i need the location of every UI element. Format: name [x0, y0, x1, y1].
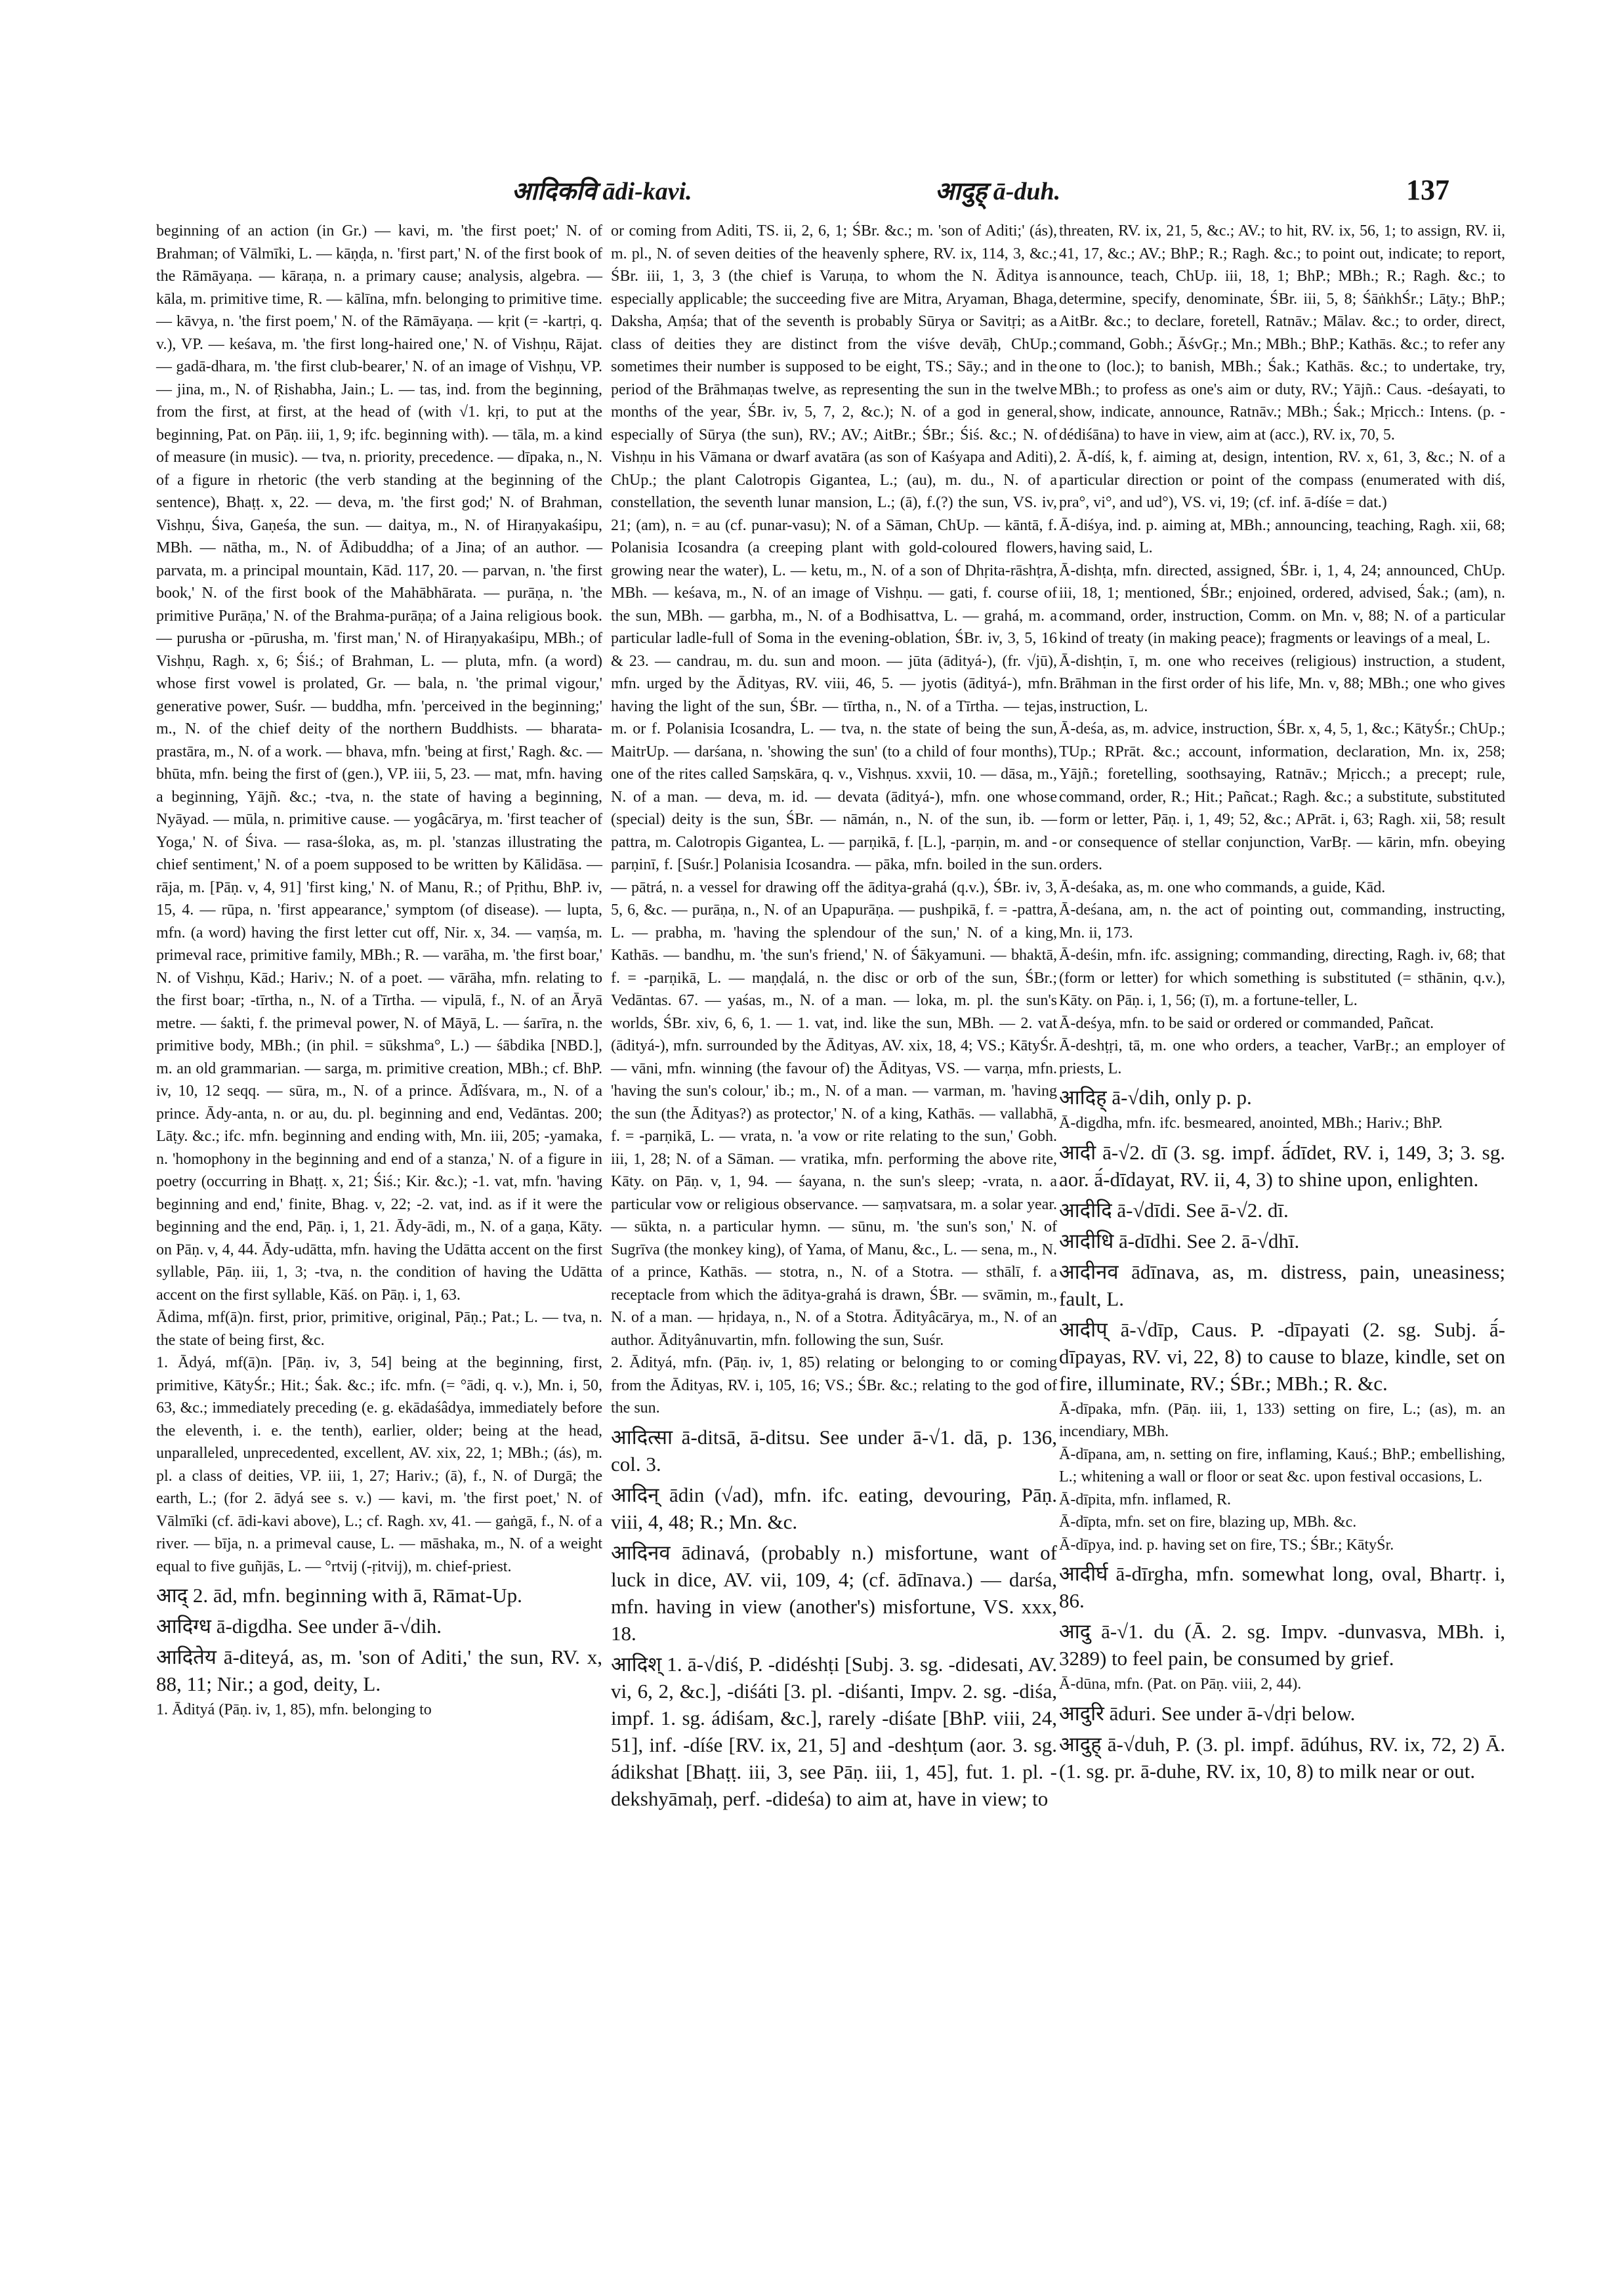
dictionary-entry: or coming from Aditi, TS. ii, 2, 6, 1; ŚBr. &c.; m. 'son of Aditi;' (ás), m. pl., N. of seven deities of the heavenly sphere, RV. ix, 114, 3, &c.; ŚBr. iii, 1, 3, 3 (the chief is Varuṇa, to whom the N. Āditya is especially applicable; the succeeding five are Mitra, Aryaman, Bhaga, Daksha, Aṃśa; that of the seventh is probably Sūrya or Savitṛi; as a class of deities they are distinct from the viśve devāḥ, ChUp.; sometimes their number is supposed to be eight, TS.; Sāy.; and in the period of the Brāhmaṇas twelve, as representing the sun in the twelve months of the year, ŚBr. iv, 5, 7, 2, &c.); N. of a god in general, especially of Sūrya (the sun), RV.; AV.; AitBr.; ŚBr.; Śiś. &c.; N. of Vishṇu in his Vāmana or dwarf avatāra (as son of Kaśyapa and Aditi), ChUp.; the plant Calotropis Gigantea, L.; (au), m. du., N. of a constellation, the seventh lunar mansion, L.; (ā), f.(?) the sun, VS. iv, 21; (am), n. = au (cf. punar-vasu); N. of a Sāman, ChUp. — kāntā, f. Polanisia Icosandra (a creeping plant with gold-coloured flowers, growing near the water), L. — ketu, m., N. of a son of Dhṛita-rāshṭra, MBh. — keśava, m., N. of an image of Vishṇu. — gati, f. course of the sun, MBh. — garbha, m., N. of a Bodhisattva, L. — grahá, m. a particular ladle-full of Soma in the evening-oblation, ŚBr. iv, 3, 5, 16 & 23. — candrau, m. du. sun and moon. — jūta (ādityá-), (fr. √jū), mfn. urged by the Ādityas, RV. viii, 46, 5. — jyotis (ādityá-), mfn. having the light of the sun, ŚBr. — tīrtha, n., N. of a Tīrtha. — tejas, m. or f. Polanisia Icosandra, L. — tva, n. the state of being the sun, MaitrUp. — darśana, n. 'showing the sun' (to a child of four months), one of the rites called Saṃskāra, q. v., Vishṇus. xxvii, 10. — dāsa, m., N. of a man. — deva, m. id. — devata (ādityá-), mfn. one whose (special) deity is the sun, ŚBr. — nāmán, n., N. of the sun, ib. — pattra, m. Calotropis Gigantea, L. — parṇikā, f. [L.], -parṇin, m. and -parṇinī, f. [Suśr.] Polanisia Icosandra. — pāka, mfn. boiled in the sun. — pātrá, n. a vessel for drawing off the āditya-grahá (q.v.), ŚBr. iv, 3, 5, 6, &c. — purāṇa, n., N. of an Upapurāṇa. — pushpikā, f. = -pattra, L. — prabha, m. 'having the splendour of the sun,' N. of a king, Kathās. — bandhu, m. 'the sun's friend,' N. of Śākyamuni. — bhaktā, f. = -parṇikā, L. — maṇḍalá, n. the disc or orb of the sun, ŚBr.; Vedāntas. 67. — yaśas, m., N. of a man. — loka, m. pl. the sun's worlds, ŚBr. xiv, 6, 6, 1. — 1. vat, ind. like the sun, MBh. — 2. vat (ādityá-), mfn. surrounded by the Ādityas, AV. xix, 18, 4; VS.; KātyŚr. — vāni, mfn. winning (the favour of) the Ādityas, VS. — varṇa, mfn. 'having the sun's colour,' ib.; m., N. of a man. — varman, m. 'having the sun (the Ādityas?) as protector,' N. of a king, Kathās. — vallabhā, f. = -parṇikā, L. — vrata, n. 'a vow or rite relating to the sun,' Gobh. iii, 1, 28; N. of a Sāman. — vratika, mfn. performing the above rite, Kāty. on Pāṇ. v, 1, 94. — śayana, n. the sun's sleep; -vrata, n. a particular vow or religious observance. — saṃvatsara, m. a solar year. — sūkta, n. a particular hymn. — sūnu, m. 'the sun's son,' N. of Sugrīva (the monkey king), of Yama, of Manu, &c., L. — sena, m., N. of a prince, Kathās. — stotra, n., N. of a Stotra. — sthālī, f. a receptacle from which the āditya-grahá is drawn, ŚBr. — svāmin, m., N. of a man. — hṛidaya, n., N. of a Stotra. Ādityâcārya, m., N. of an author. Ādityânuvartin, mfn. following the sun, Suśr.	[611, 222, 1057, 1349]
dictionary-entry: आदुह् ā-√duh, P. (3. pl. impf. ādúhus, RV. ix, 72, 2) Ā. (1. sg. pr. ā-duhe, RV. ix, 10, 8) to milk near or out.	[1059, 1732, 1505, 1783]
dictionary-entry: आदु ā-√1. du (Ā. 2. sg. Impv. -dunvasva, MBh. i, 3289) to feel pain, be consumed by grief.	[1059, 1620, 1505, 1670]
dictionary-entry: Ā-dīpya, ind. p. having set on fire, TS.; ŚBr.; KātyŚr.	[1059, 1536, 1394, 1554]
page-header	[0, 173, 1624, 213]
dictionary-entry: Ā-dīpaka, mfn. (Pāṇ. iii, 1, 133) setting on fire, L.; (as), m. an incendiary, MBh.	[1059, 1400, 1505, 1440]
dictionary-entry: Ā-dīpana, am, n. setting on fire, inflaming, Kauś.; BhP.; embellishing, L.; whitening a wall or floor or seat &c. upon festival occasions, L.	[1059, 1445, 1505, 1485]
dictionary-entry: Ā-deśin, mfn. ifc. assigning; commanding, directing, Ragh. iv, 68; that (form or letter) for which something is substituted (= sthānin, q.v.), Kāty. on Pāṇ. i, 1, 56; (ī), m. a fortune-teller, L.	[1059, 947, 1505, 1009]
dictionary-entry: आदिग्ध ā-digdha. See under ā-√dih.	[156, 1615, 442, 1638]
column-right	[1059, 220, 1505, 1785]
dictionary-entry: Ā-deśana, am, n. the act of pointing out, commanding, instructing, Mn. ii, 173.	[1059, 901, 1505, 941]
dictionary-entry: आदुरि āduri. See under ā-√dṛi below.	[1059, 1701, 1356, 1725]
dictionary-entry: Ā-deśa, as, m. advice, instruction, ŚBr. x, 4, 5, 1, &c.; KātyŚr.; ChUp.; TUp.; RPrāt. &c.; account, information, declaration, Mn. ix, 258; Yājñ.; foretelling, soothsaying, Ratnāv.; Mṛicch.; a precept; rule, command, order, R.; Hit.; Pañcat.; Ragh. &c.; a substitute, substituted form or letter, Pāṇ. i, 1, 49; 52, &c.; APrāt. i, 63; Ragh. xii, 58; result or consequence of stellar conjunction, VarBṛ. — kārin, mfn. obeying orders.	[1059, 720, 1505, 873]
dictionary-entry: 1. Ādyá, mf(ā)n. [Pāṇ. iv, 3, 54] being at the beginning, first, primitive, KātyŚr.; Hit.; Śak. &c.; ifc. mfn. (= °ādi, q. v.), Mn. i, 50, 63, &c.; immediately preceding (e. g. ekādaśâdya, immediately before the eleventh, i. e. the tenth), earlier, older; being at the head, unparalleled, unprecedented, excellent, AV. xix, 22, 1; MBh.; (ás), m. pl. a class of deities, VP. iii, 1, 27; Hariv.; (ā), f., N. of Durgā; the earth, L.; (for 2. ādyá see s. v.) — kavi, m. 'the first poet,' N. of Vālmīki (cf. ādi-kavi above), L.; cf. Ragh. xv, 41. — gaṅgā, f., N. of a river. — bīja, n. a primeval cause, L. — māshaka, m., N. of a weight equal to five guñjās, L. — °rtvij (-ṛitvij), m. chief-priest.	[156, 1354, 602, 1575]
header-left-headword: आदिकवि ādi-kavi.	[512, 178, 692, 205]
dictionary-entry: Ādima, mf(ā)n. first, prior, primitive, original, Pāṇ.; Pat.; L. — tva, n. the state of being first, &c.	[156, 1309, 602, 1349]
dictionary-entry: आदीर्घ ā-dīrgha, mfn. somewhat long, oval, Bhartṛ. i, 86.	[1059, 1562, 1505, 1612]
header-right-headword: आदुह् ā-duh.	[935, 178, 1061, 205]
column-middle	[611, 220, 1057, 1812]
dictionary-entry: Ā-deśaka, as, m. one who commands, a guide, Kād.	[1059, 879, 1386, 896]
dictionary-entry: threaten, RV. ix, 21, 5, &c.; AV.; to hit, RV. ix, 56, 1; to assign, RV. ii, 41, 17, &c.; AV.; BhP.; R.; Ragh. &c.; to point out, indicate; to report, announce, teach, ChUp. iii, 18, 1; BhP.; MBh.; R.; Ragh. &c.; to determine, specify, denominate, ŚBr. iii, 5, 8; ŚāṅkhŚr.; Lāṭy.; BhP.; AitBr. &c.; to declare, foretell, Ratnāv.; Mālav. &c.; to order, direct, command, Gobh.; ĀśvGṛ.; Mn.; MBh.; BhP.; Kathās. &c.; to refer any one to (loc.); to banish, MBh.; Śak.; Kathās. &c.; to undertake, try, MBh.; to profess as one's aim or duty, RV.; Yājñ.: Caus. -deśayati, to show, indicate, announce, Ratnāv.; MBh.; Śak.; Mṛicch.: Intens. (p. -dédiśāna) to have in view, aim at (acc.), RV. ix, 70, 5.	[1059, 222, 1505, 444]
dictionary-entry: आदीधि ā-dīdhi. See 2. ā-√dhī.	[1059, 1229, 1300, 1252]
dictionary-entry: आदीनव ādīnava, as, m. distress, pain, uneasiness; fault, L.	[1059, 1260, 1505, 1310]
column-left	[156, 220, 602, 1722]
dictionary-entry: Ā-dīpta, mfn. set on fire, blazing up, MBh. &c.	[1059, 1514, 1357, 1531]
dictionary-entry: 2. Ādityá, mfn. (Pāṇ. iv, 1, 85) relating or belonging to or coming from the Ādityas, RV. i, 105, 16; VS.; ŚBr. &c.; relating to the god of the sun.	[611, 1354, 1057, 1416]
dictionary-entry: आदीप् ā-√dīp, Caus. P. -dīpayati (2. sg. Subj. ā́-dīpayas, RV. vi, 22, 8) to cause to blaze, kindle, set on fire, illuminate, RV.; ŚBr.; MBh.; R. &c.	[1059, 1317, 1505, 1395]
dictionary-entry: Ā-digdha, mfn. ifc. besmeared, anointed, MBh.; Hariv.; BhP.	[1059, 1115, 1443, 1132]
dictionary-entry: Ā-dūna, mfn. (Pat. on Pāṇ. viii, 2, 44).	[1059, 1676, 1302, 1693]
dictionary-entry: आदी ā-√2. dī (3. sg. impf. ā́dīdet, RV. i, 149, 3; 3. sg. aor. ā́-dīdayat, RV. ii, 4, 3) to shine upon, enlighten.	[1059, 1140, 1505, 1191]
dictionary-entry: beginning of an action (in Gr.) — kavi, m. 'the first poet;' N. of Brahman; of Vālmīki, L. — kāṇḍa, n. 'first part,' N. of the first book of the Rāmāyaṇa. — kāraṇa, n. a primary cause; analysis, algebra. — kāla, m. primitive time, R. — kālīna, mfn. belonging to primitive time. — kāvya, n. 'the first poem,' N. of the Rāmāyaṇa. — kṛit (= -kartṛi, q. v.), VP. — keśava, m. 'the first long-haired one,' N. of Vishṇu, Rājat. — gadā-dhara, m. 'the first club-bearer,' N. of an image of Vishṇu, VP. — jina, m., N. of Ṛishabha, Jain.; L. — tas, ind. from the beginning, from the first, at first, at the head of (with √1. kṛi, to put at the beginning, Pat. on Pāṇ. iii, 1, 9; ifc. beginning with). — tāla, m. a kind of measure (in music). — tva, n. priority, precedence. — dīpaka, n., N. of a figure in rhetoric (the verb standing at the beginning of the sentence), Bhaṭṭ. x, 22. — deva, m. 'the first god;' N. of Brahman, Vishṇu, Śiva, Gaṇeśa, the sun. — daitya, m., N. of Hiraṇyakaśipu, MBh. — nātha, m., N. of Ādibuddha; of a Jina; of an author. — parvata, m. a principal mountain, Kād. 117, 20. — parvan, n. 'the first book,' N. of the first book of the Mahābhārata. — purāṇa, n. 'the primitive Purāṇa,' N. of the Brahma-purāṇa; of a Jaina religious book. — purusha or -pūrusha, m. 'first man,' N. of Hiraṇyakaśipu, MBh.; of Vishṇu, Ragh. x, 6; Śiś.; of Brahman, L. — pluta, mfn. (a word) whose first vowel is prolated, Gr. — bala, n. 'the primal vigour,' generative power, Suśr. — buddha, mfn. 'perceived in the beginning;' m., N. of the chief deity of the northern Buddhists. — bharata-prastāra, m., N. of a work. — bhava, mfn. 'being at first,' Ragh. &c. — bhūta, mfn. being the first of (gen.), VP. iii, 5, 23. — mat, mfn. having a beginning, Yājñ. &c.; -tva, n. the state of having a beginning, Nyāyad. — mūla, n. primitive cause. — yogâcārya, m. 'first teacher of Yoga,' N. of Śiva. — rasa-śloka, as, m. pl. 'stanzas illustrating the chief sentiment,' N. of a poem supposed to be written by Kālidāsa. — rāja, m. [Pāṇ. v, 4, 91] 'first king,' N. of Manu, R.; of Pṛithu, BhP. iv, 15, 4. — rūpa, n. 'first appearance,' symptom (of disease). — lupta, mfn. (a word) having the first letter cut off, Nir. x, 34. — vaṃśa, m. primeval race, primitive family, MBh.; R. — varāha, m. 'the first boar,' N. of Vishṇu, Kād.; Hariv.; N. of a poet. — vārāha, mfn. relating to the first boar; -tīrtha, n., N. of a Tīrtha. — vipulā, f., N. of an Āryā metre. — śakti, f. the primeval power, N. of Māyā, L. — śarīra, n. the primitive body, MBh.; (in phil. = sūkshma°, L.) — śābdika [NBD.], m. an old grammarian. — sarga, m. primitive creation, MBh.; cf. BhP. iv, 10, 12 seqq. — sūra, m., N. of a prince. Ādîśvara, m., N. of a prince. Ādy-anta, n. or au, du. pl. beginning and end, Vedāntas. 200; Lāṭy. &c.; ifc. mfn. beginning and ending with, Mn. iii, 205; -yamaka, n. 'homophony in the beginning and end of a stanza,' N. of a figure in poetry (occurring in Bhaṭṭ. x, 21; Śiś.; Kir. &c.); -1. vat, mfn. 'having beginning and end,' finite, Bhag. v, 22; -2. vat, ind. as if it were the beginning and the end, Pāṇ. i, 1, 21. Ādy-ādi, m., N. of a gaṇa, Kāty. on Pāṇ. v, 4, 44. Ādy-udātta, mfn. having the Udātta accent on the first syllable, Pāṇ. iii, 1, 3; -tva, n. the condition of having the Udātta accent on the first syllable, Kāś. on Pāṇ. i, 1, 63.	[156, 222, 602, 1304]
dictionary-entry: आदिनव ādinavá, (probably n.) misfortune, want of luck in dice, AV. vii, 109, 4; (cf. ādīnava.) — darśa, mfn. having in view (another's) misfortune, VS. xxx, 18.	[611, 1540, 1057, 1645]
dictionary-entry: आदिह् ā-√dih, only p. p.	[1059, 1086, 1252, 1109]
dictionary-entry: आदितेय ā-diteyá, as, m. 'son of Aditi,' the sun, RV. x, 88, 11; Nir.; a god, deity, L.	[156, 1645, 602, 1695]
dictionary-entry: Ā-deśya, mfn. to be said or ordered or commanded, Pañcat.	[1059, 1014, 1434, 1032]
dictionary-entry: आदिन् ādin (√ad), mfn. ifc. eating, devouring, Pāṇ. viii, 4, 48; R.; Mn. &c.	[611, 1483, 1057, 1533]
dictionary-entry: Ā-dishṭin, ī, m. one who receives (religious) instruction, a student, Brāhman in the first order of his life, Mn. v, 88; MBh.; one who gives instruction, L.	[1059, 652, 1505, 715]
dictionary-entry: आदीदि ā-√dīdi. See ā-√2. dī.	[1059, 1198, 1289, 1222]
dictionary-entry: आदित्सा ā-ditsā, ā-ditsu. See under ā-√1. dā, p. 136, col. 3.	[611, 1425, 1057, 1476]
dictionary-entry: 1. Ādityá (Pāṇ. iv, 1, 85), mfn. belonging to	[156, 1701, 432, 1718]
dictionary-entry: 2. Ā-díś, k, f. aiming at, design, intention, RV. x, 61, 3, &c.; N. of a particular direction or point of the compass (enumerated with diś, pra°, vi°, and ud°), VS. vi, 19; (cf. inf. ā-díśe = dat.)	[1059, 449, 1505, 511]
dictionary-entry: आदिश् 1. ā-√diś, P. -didéshṭi [Subj. 3. sg. -didesati, AV. vi, 6, 2, &c.], -diśáti [3. pl. -diśanti, Impv. 2. sg. -diśa, impf. 1. sg. ádiśam, &c.], rarely -diśate [BhP. viii, 24, 51], inf. -díśe [RV. ix, 21, 5] and -deshṭum (aor. 3. sg. ádikshat [Bhaṭṭ. iii, 3, see Pāṇ. iii, 1, 45], fut. 1. pl. -dekshyāmaḥ, perf. -dideśa) to aim at, have in view; to	[611, 1652, 1057, 1810]
dictionary-entry: Ā-dīpita, mfn. inflamed, R.	[1059, 1491, 1231, 1508]
page-number: 137	[1406, 174, 1449, 206]
dictionary-entry: Ā-deshṭṛi, tā, m. one who orders, a teacher, VarBṛ.; an employer of priests, L.	[1059, 1037, 1505, 1077]
dictionary-entry: आद् 2. ād, mfn. beginning with ā, Rāmat-Up.	[156, 1584, 522, 1607]
dictionary-entry: Ā-dishṭa, mfn. directed, assigned, ŚBr. i, 1, 4, 24; announced, ChUp. iii, 18, 1; mentioned, ŚBr.; enjoined, ordered, advised, Śak.; (am), n. command, order, instruction, Comm. on Mn. v, 88; N. of a particular kind of treaty (in making peace); fragments or leavings of a meal, L.	[1059, 562, 1505, 647]
dictionary-entry: Ā-diśya, ind. p. aiming at, MBh.; announcing, teaching, Ragh. xii, 68; having said, L.	[1059, 516, 1505, 556]
